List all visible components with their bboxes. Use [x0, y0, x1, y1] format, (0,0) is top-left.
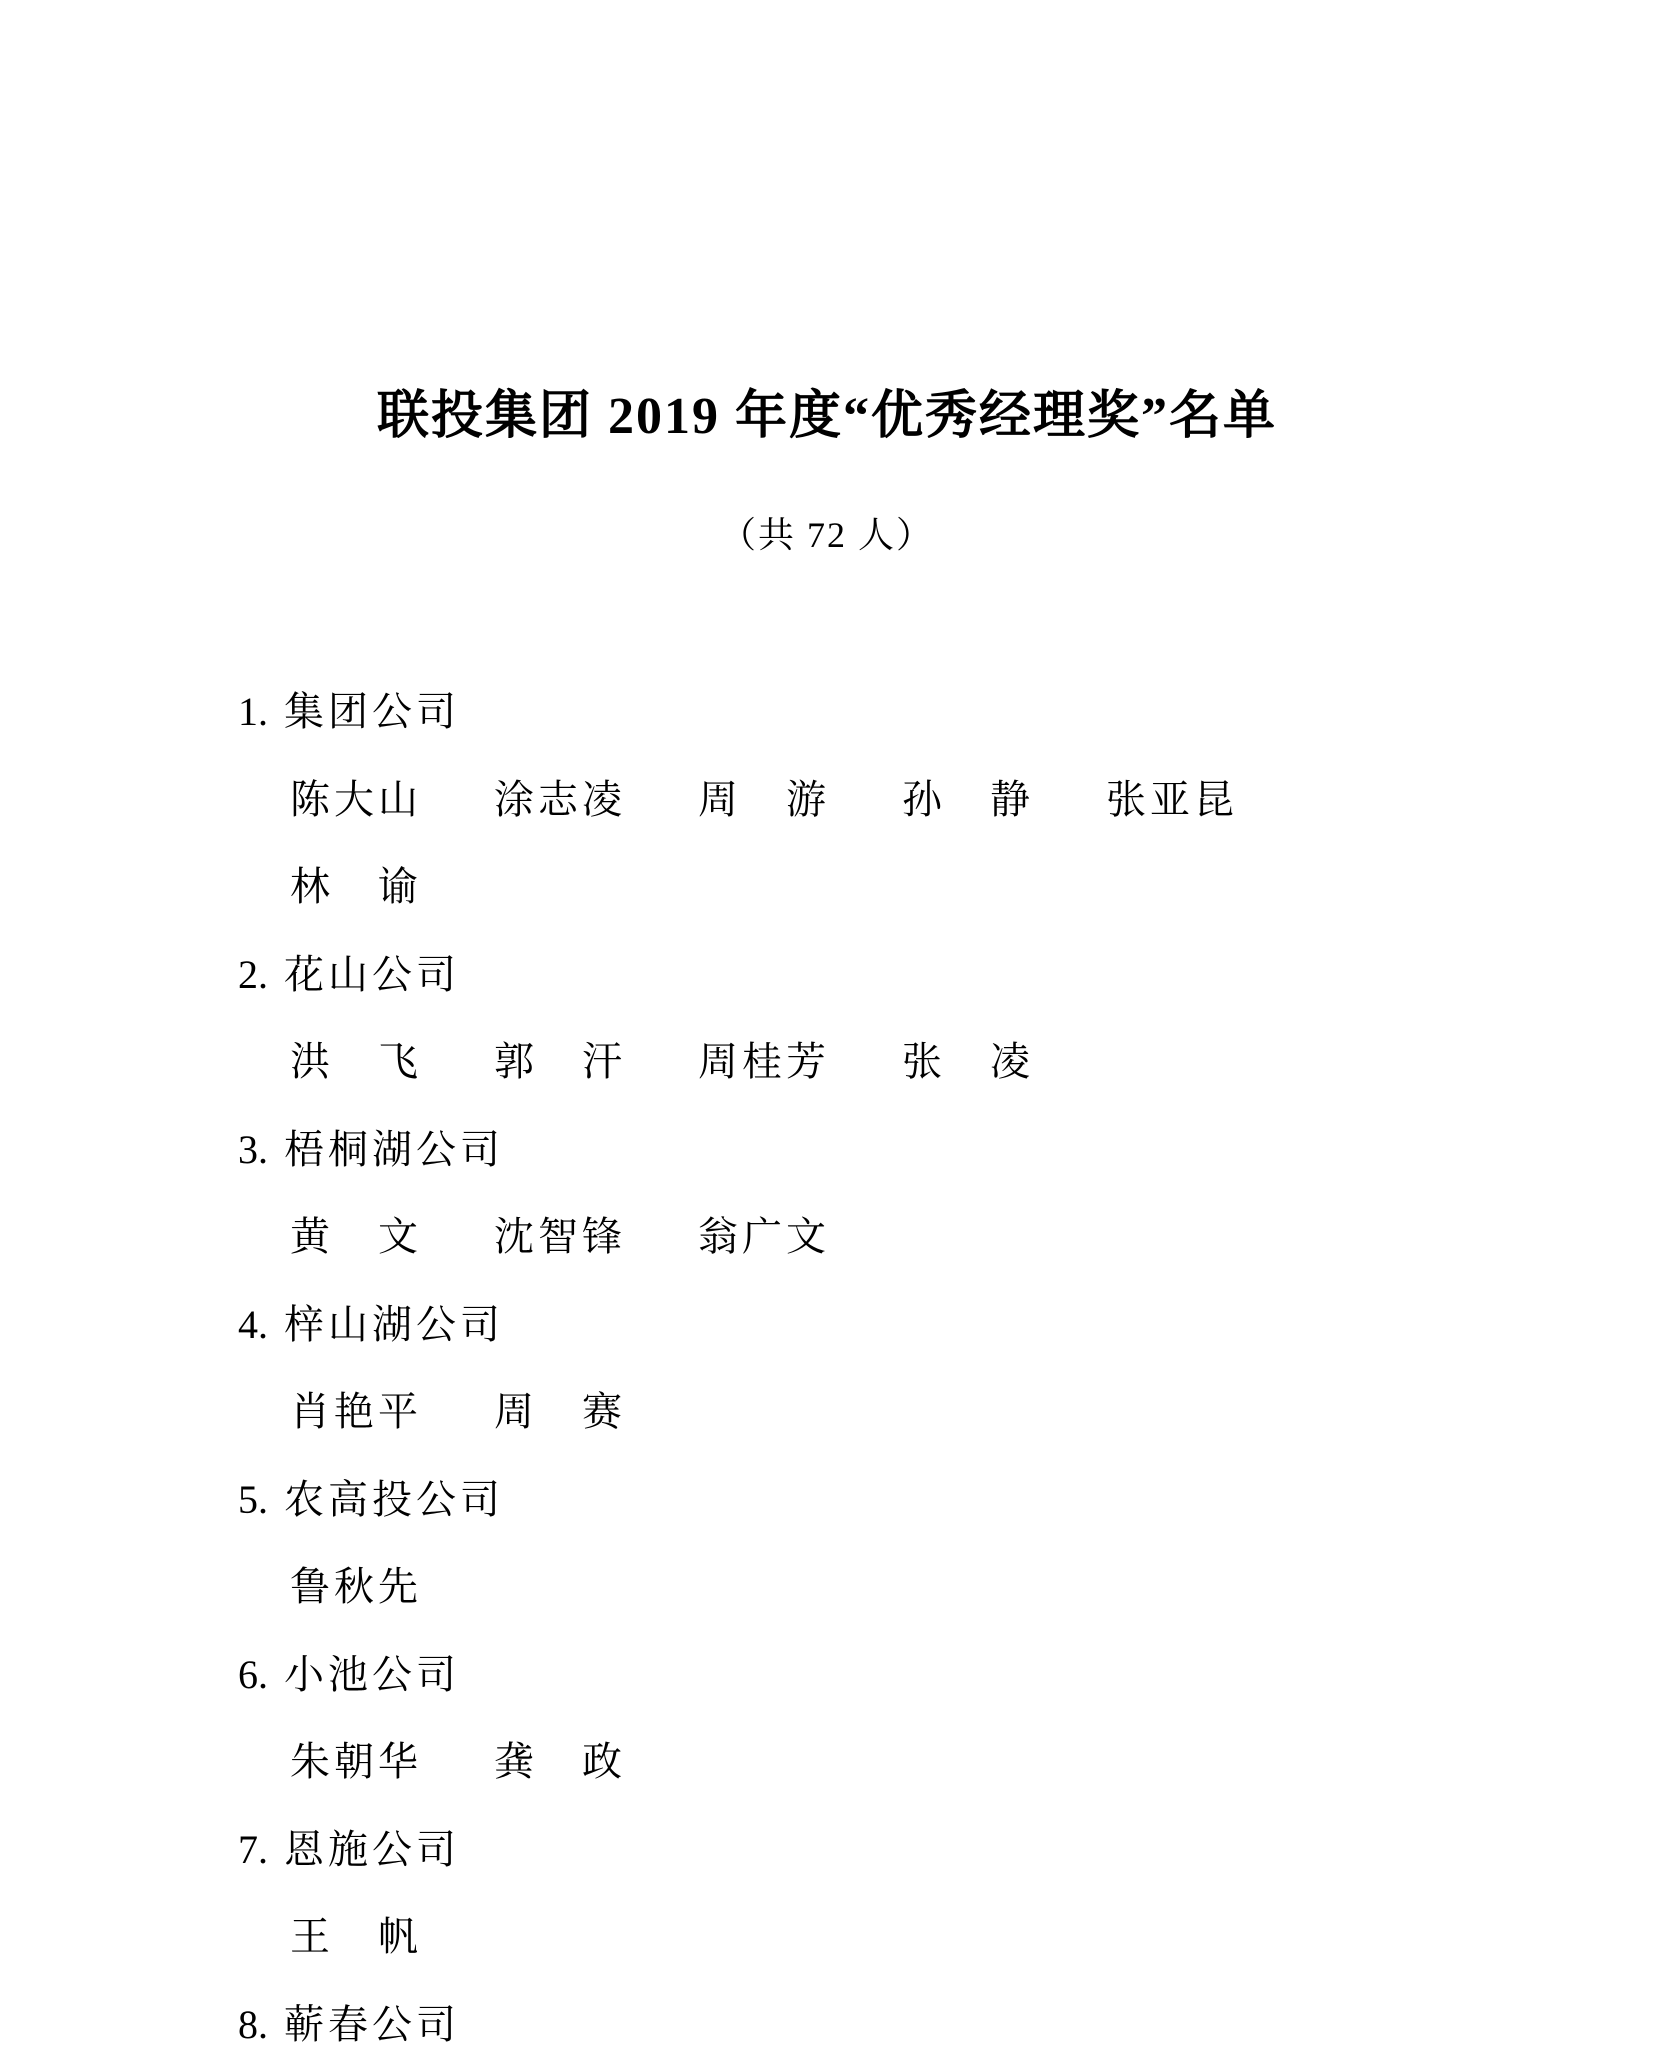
section-number: 8. [238, 2001, 268, 2047]
awardee-name: 孙 静 [902, 776, 1034, 822]
awardee-name: 龚 政 [494, 1739, 626, 1784]
document-title: 联投集团 2019 年度“优秀经理奖”名单 [376, 388, 1277, 445]
awardee-name: 陈大山 [290, 776, 422, 822]
section-header [238, 1456, 1614, 1544]
awardee-name: 周 赛 [494, 1389, 626, 1434]
section-header [238, 1631, 1614, 1719]
award-list [238, 668, 1614, 2051]
company-name: 小池公司 [284, 1651, 460, 1697]
awardee-name-line [290, 1018, 1614, 1106]
awardee-name: 洪 飞 [290, 1039, 422, 1084]
awardee-name: 周桂芳 [698, 1039, 830, 1084]
company-name: 集团公司 [284, 689, 460, 734]
company-name: 恩施公司 [284, 1826, 460, 1872]
awardee-name: 鲁秋先 [290, 1564, 422, 1609]
section-header [238, 1981, 1614, 2051]
awardee-name: 涂志凌 [494, 776, 626, 822]
company-name: 蕲春公司 [284, 2001, 460, 2047]
section-header [238, 1281, 1614, 1369]
awardee-name-line [290, 1543, 1614, 1631]
section-number: 6. [238, 1651, 268, 1697]
awardee-name: 周 游 [698, 776, 830, 822]
company-name: 梧桐湖公司 [284, 1126, 504, 1172]
document-subtitle: （共 72 人） [719, 515, 934, 555]
awardee-name-line [290, 843, 1614, 931]
section-number: 2. [238, 951, 268, 997]
section-number: 7. [238, 1826, 268, 1872]
awardee-name: 沈智锋 [494, 1214, 626, 1259]
section-number: 4. [238, 1301, 268, 1347]
company-name: 花山公司 [284, 951, 460, 997]
awardee-name: 朱朝华 [290, 1739, 422, 1784]
section-header [238, 668, 1614, 756]
awardee-name: 郭 汗 [494, 1039, 626, 1084]
section-header [238, 1106, 1614, 1194]
awardee-name: 翁广文 [698, 1214, 830, 1259]
section-number: 1. [238, 689, 268, 734]
section-number: 3. [238, 1126, 268, 1172]
awardee-name-line [290, 756, 1614, 844]
awardee-name: 黄 文 [290, 1214, 422, 1259]
awardee-name: 张亚昆 [1106, 776, 1238, 822]
company-name: 农高投公司 [284, 1476, 504, 1522]
awardee-name: 林 谕 [290, 864, 422, 909]
company-name: 梓山湖公司 [284, 1301, 504, 1347]
awardee-name: 王 帆 [290, 1914, 422, 1959]
awardee-name: 张 凌 [902, 1039, 1034, 1084]
awardee-name-line [290, 1893, 1614, 1981]
section-header [238, 1806, 1614, 1894]
awardee-name-line [290, 1193, 1614, 1281]
awardee-name: 肖艳平 [290, 1389, 422, 1434]
awardee-name-line [290, 1368, 1614, 1456]
section-number: 5. [238, 1476, 268, 1522]
awardee-name-line [290, 1718, 1614, 1806]
section-header [238, 931, 1614, 1019]
